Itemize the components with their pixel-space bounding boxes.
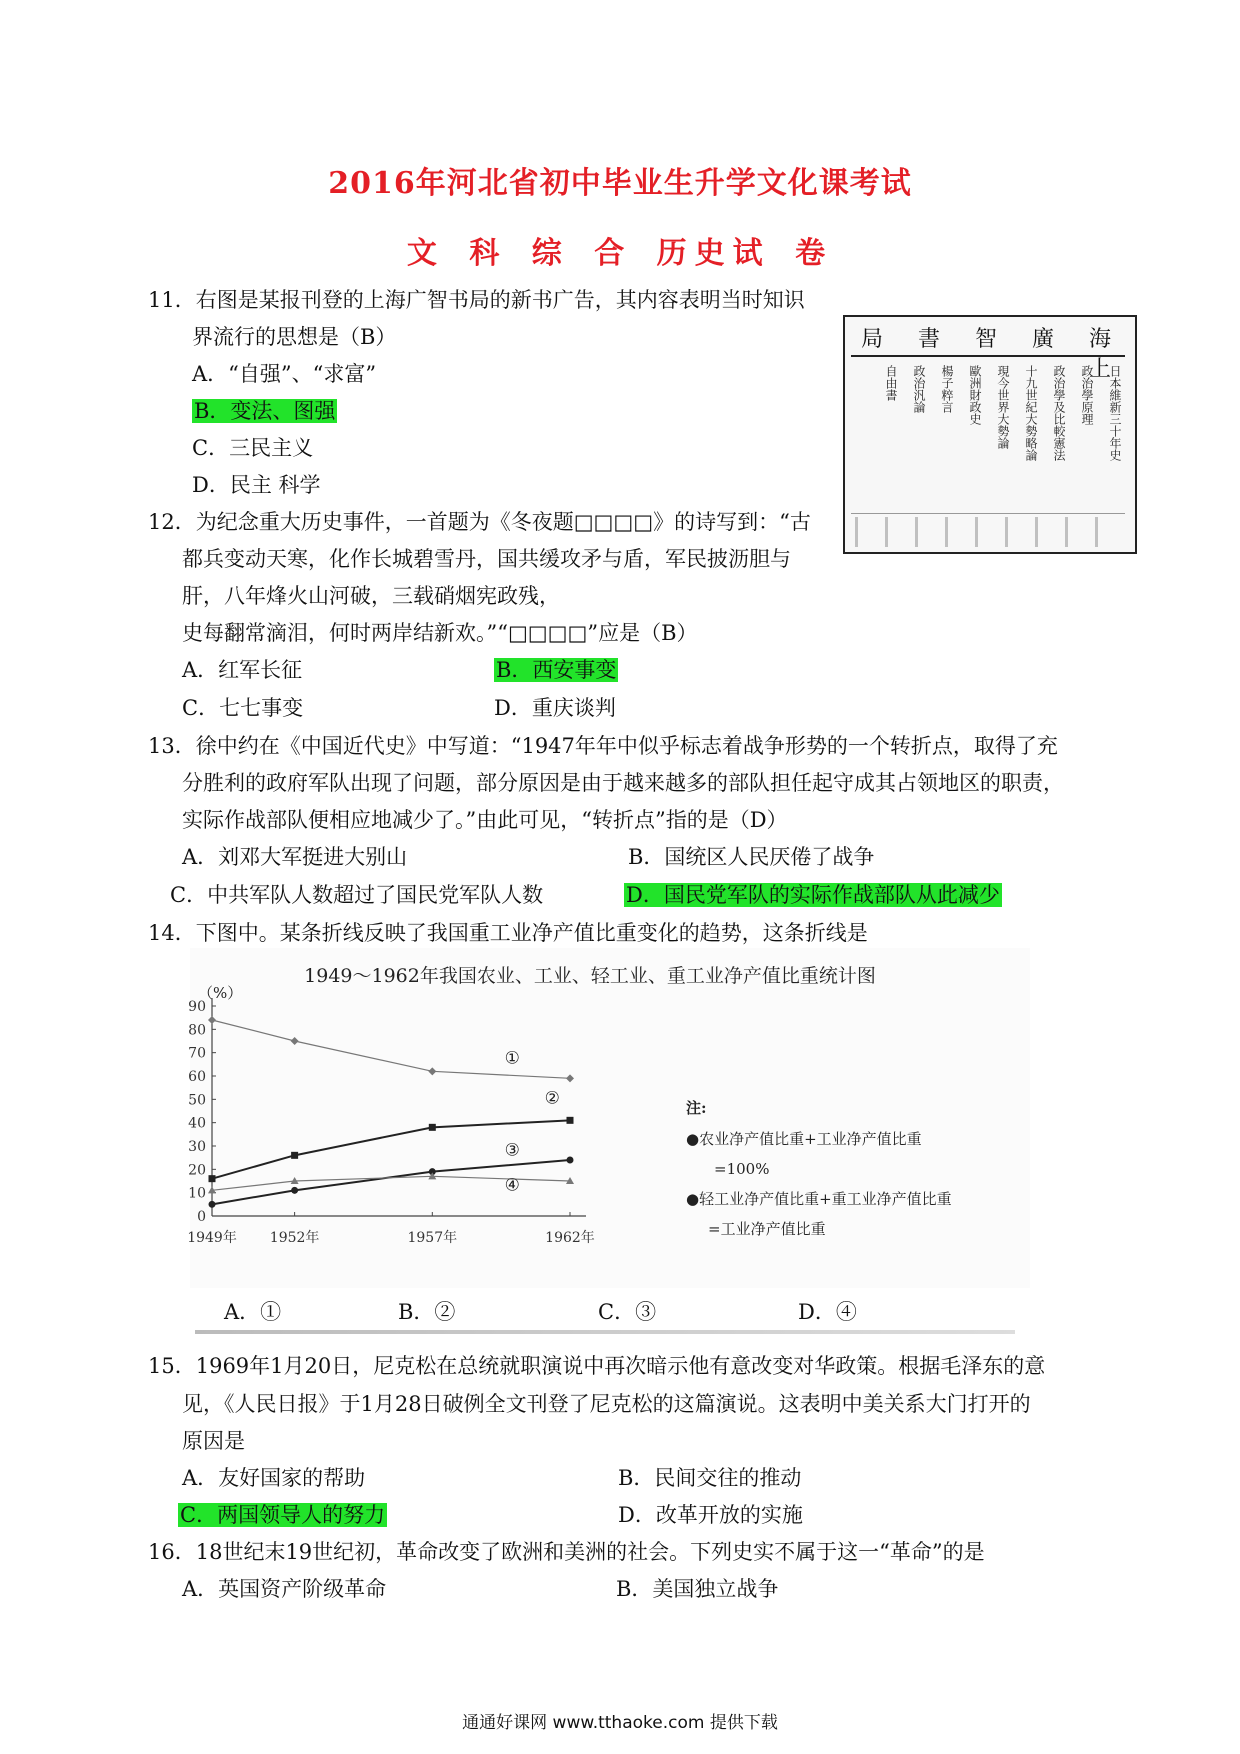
exam-title: 2016年河北省初中毕业生升学文化课考试 xyxy=(328,166,912,201)
series-label: ④ xyxy=(504,1175,520,1196)
ad-column: 楊子粹言 xyxy=(940,365,954,413)
cutoff-line-artifact xyxy=(195,1330,1015,1334)
q14-option-a: A．① xyxy=(224,1300,282,1324)
q15-stem-line1: 15．1969年1月20日，尼克松在总统就职演说中再次暗示他有意改变对华政策。根据毛泽东的意 xyxy=(148,1354,1046,1378)
note-line1: ●农业净产值比重+工业净产值比重 xyxy=(686,1130,922,1148)
q15-stem-line3: 原因是 xyxy=(182,1429,245,1453)
y-tick-label: 10 xyxy=(188,1185,206,1202)
q14-stem: 14．下图中。某条折线反映了我国重工业净产值比重变化的趋势，这条折线是 xyxy=(148,921,868,945)
y-tick-label: 80 xyxy=(188,1022,206,1039)
q13-stem-line2: 分胜利的政府军队出现了问题，部分原因是由于越来越多的部队担任起守成其占领地区的职责， xyxy=(182,771,1064,795)
q13-option-b: B．国统区人民厌倦了战争 xyxy=(628,845,875,869)
x-tick-label: 1962年 xyxy=(545,1230,595,1246)
q12-option-b xyxy=(494,655,618,685)
y-tick-label: 60 xyxy=(188,1069,206,1085)
y-tick-label: 70 xyxy=(188,1045,206,1062)
chart-title: 1949～1962年我国农业、工业、轻工业、重工业净产值比重统计图 xyxy=(304,965,876,987)
y-tick-label: 50 xyxy=(188,1092,206,1109)
q15-option-d: D．改革开放的实施 xyxy=(618,1503,803,1527)
q13-option-a: A．刘邓大军挺进大别山 xyxy=(182,845,408,869)
chart-image xyxy=(187,948,1030,1288)
ad-header: 局 書 智 廣 海 上 xyxy=(851,325,1125,357)
x-tick-label: 1952年 xyxy=(269,1230,320,1246)
line-chart xyxy=(187,948,1030,1288)
q12-stem-line4: 史每翻常滴泪，何时两岸结新欢。”“□□□□”应是（B） xyxy=(182,621,698,645)
note-title: 注: xyxy=(686,1099,707,1117)
data-point xyxy=(291,1152,298,1159)
q12-answer-highlight: B．西安事变 xyxy=(496,658,617,682)
q13-option-d xyxy=(624,880,1002,910)
x-tick-label: 1957年 xyxy=(407,1230,458,1246)
note-line2b: =工业净产值比重 xyxy=(708,1220,826,1238)
q16-option-a: A．英国资产阶级革命 xyxy=(182,1577,387,1601)
q14-option-d: D．④ xyxy=(798,1300,857,1324)
q12-stem-line3: 肝，八年烽火山河破，三载硝烟宪政残， xyxy=(182,584,560,608)
ad-price-strip xyxy=(855,517,1125,547)
q12-option-c: C．七七事变 xyxy=(182,696,304,720)
data-point xyxy=(291,1187,298,1194)
y-tick-label: 90 xyxy=(188,999,206,1015)
data-point xyxy=(429,1124,436,1131)
ad-column: 現今世界大勢論 xyxy=(996,365,1010,449)
data-point xyxy=(209,1201,216,1208)
ad-column: 政治學及比較憲法 xyxy=(1052,365,1066,461)
q11-answer-highlight: B．变法、图强 xyxy=(194,399,336,423)
q13-answer-highlight: D．国民党军队的实际作战部队从此减少 xyxy=(626,883,1000,907)
q13-stem-line1: 13．徐中约在《中国近代史》中写道：“1947年年中似乎标志着战争形势的一个转折点，取得了充 xyxy=(148,734,1058,758)
q14-option-b: B．② xyxy=(398,1300,456,1324)
exam-subtitle: 文 科 综 合 历史试 卷 xyxy=(406,236,834,271)
data-point xyxy=(567,1157,574,1164)
y-tick-label: 40 xyxy=(188,1115,206,1132)
q16-stem: 16．18世纪末19世纪初，革命改变了欧洲和美洲的社会。下列史实不属于这一“革命”的是 xyxy=(148,1540,985,1564)
data-point xyxy=(291,1037,299,1045)
ad-column: 日本維新三十年史 xyxy=(1108,365,1122,461)
ad-column: 歐洲財政史 xyxy=(968,365,982,425)
q12-stem-line2: 都兵变动天寒，化作长城碧雪丹，国共缓攻矛与盾，军民披沥胆与 xyxy=(182,547,791,571)
q12-stem-line1: 12．为纪念重大历史事件，一首题为《冬夜题□□□□》的诗写到：“古 xyxy=(148,510,811,534)
q15-option-c xyxy=(178,1500,387,1530)
q12-option-d: D．重庆谈判 xyxy=(494,696,616,720)
page-footer: 通通好课网 www.tthaoke.com 提供下载 xyxy=(462,1713,778,1733)
q11-option-d: D．民主 科学 xyxy=(192,473,321,497)
newspaper-ad-image xyxy=(843,315,1137,554)
note-line2: ●轻工业净产值比重+重工业净产值比重 xyxy=(686,1190,952,1208)
series-label: ③ xyxy=(504,1140,520,1161)
q11-option-b xyxy=(192,396,337,426)
ad-column: 政治汎論 xyxy=(912,365,926,413)
data-point xyxy=(566,1074,574,1082)
q11-option-a: A．“自强”、“求富” xyxy=(192,362,377,386)
y-axis-label: （%） xyxy=(198,984,243,1002)
series-label: ① xyxy=(504,1048,520,1069)
q15-option-b: B．民间交往的推动 xyxy=(618,1466,802,1490)
q11-stem-line2: 界流行的思想是（B） xyxy=(192,325,397,349)
ad-column: 十九世紀大勢略論 xyxy=(1024,365,1038,461)
q11-stem-line1: 11．右图是某报刊登的上海广智书局的新书广告，其内容表明当时知识 xyxy=(148,288,805,312)
q15-option-a: A．友好国家的帮助 xyxy=(182,1466,366,1490)
y-tick-label: 30 xyxy=(188,1139,206,1155)
note-line1b: =100% xyxy=(714,1160,770,1178)
q11-option-c: C．三民主义 xyxy=(192,436,314,460)
y-tick-label: 20 xyxy=(188,1162,206,1179)
ad-column: 政治學原理 xyxy=(1080,365,1094,425)
q16-option-b: B．美国独立战争 xyxy=(616,1577,779,1601)
q13-option-c: C．中共军队人数超过了国民党军队人数 xyxy=(170,883,544,907)
q14-option-c: C．③ xyxy=(598,1300,657,1324)
series-label: ② xyxy=(544,1088,560,1109)
q15-stem-line2: 见，《人民日报》于1月28日破例全文刊登了尼克松的这篇演说。这表明中美关系大门打开的 xyxy=(182,1392,1031,1416)
x-tick-label: 1949年 xyxy=(187,1230,237,1246)
data-point xyxy=(567,1117,574,1124)
ad-column: 自由書 xyxy=(884,365,898,401)
data-point xyxy=(428,1067,436,1075)
y-tick-label: 0 xyxy=(197,1209,206,1225)
q15-answer-highlight: C．两国领导人的努力 xyxy=(180,1503,386,1527)
q13-stem-line3: 实际作战部队便相应地减少了。”由此可见，“转折点”指的是（D） xyxy=(182,808,788,832)
data-point xyxy=(209,1175,216,1182)
q12-option-a: A．红军长征 xyxy=(182,658,303,682)
data-point xyxy=(208,1016,216,1024)
